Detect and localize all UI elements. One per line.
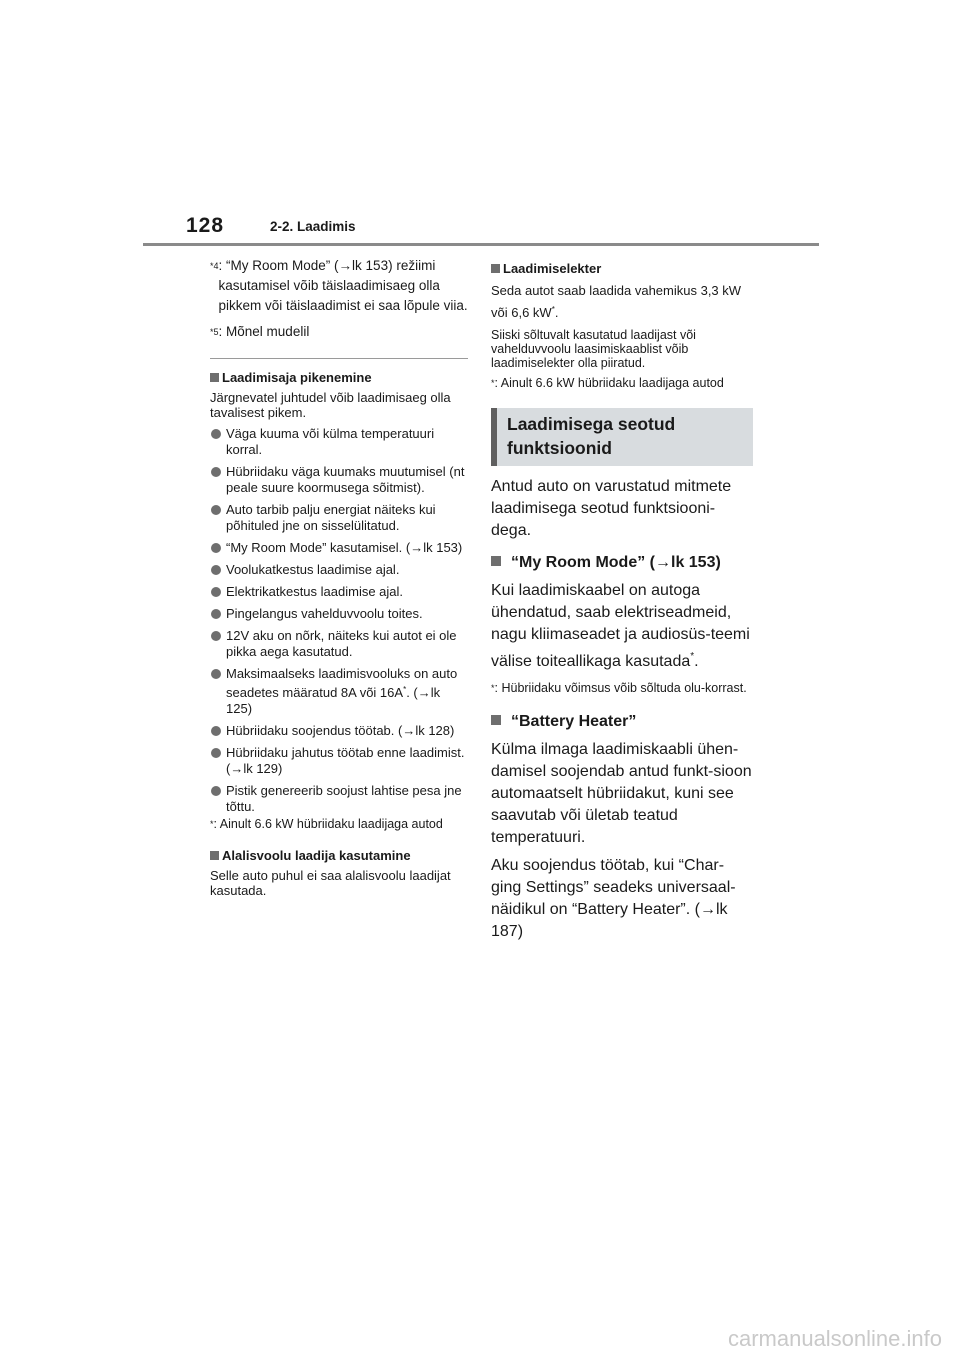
page-number: 128 xyxy=(186,214,225,237)
section-title: 2-2. Laadimis xyxy=(270,219,356,234)
list-item: Elektrikatkestus laadimise ajal. xyxy=(210,584,468,600)
circle-bullet-icon xyxy=(210,783,226,799)
list-item: 12V aku on nõrk, näiteks kui autot ei ole pikka aega kasutatud. xyxy=(210,628,468,660)
header-rule xyxy=(143,243,819,246)
paragraph: Siiski sõltuvalt kasutatud laadijast või vahelduvvoolu laasimiskaablist võib laadimiselekter olla piiratud. xyxy=(491,328,696,370)
circle-bullet-icon xyxy=(210,584,226,600)
list-item: Voolukatkestus laadimise ajal. xyxy=(210,562,468,578)
square-bullet-icon xyxy=(491,715,501,725)
square-bullet-icon xyxy=(491,556,501,566)
list-item: Hübriidaku jahutus töötab enne laadimist. (→lk 129) xyxy=(210,745,468,777)
circle-bullet-icon xyxy=(210,606,226,622)
circle-bullet-icon xyxy=(210,540,226,556)
circle-bullet-icon xyxy=(210,628,226,644)
divider xyxy=(210,358,468,359)
section-heading-box xyxy=(491,408,753,466)
footnote-star: * : Ainult 6.6 kW hübriidaku laadijaga autod xyxy=(491,376,724,390)
paragraph: Külma ilmaga laadimiskaabli ühen-damisel soojendab antud funkt-sioon automaatselt hübriidakut, kuni see saavutab või ületab teatud temperatuuri. xyxy=(491,741,752,846)
heading-dc-charger: Alalisvoolu laadija kasutamine xyxy=(210,847,468,865)
heading-my-room-mode: “My Room Mode” (→lk 153) xyxy=(491,552,753,574)
list-item: Pingelangus vahelduvvoolu toites. xyxy=(210,606,468,622)
circle-bullet-icon xyxy=(210,666,226,682)
paragraph: Järgnevatel juhtudel võib laadimisaeg olla tavalisest pikem. xyxy=(210,390,451,420)
footnote-4: $^{*4}$ : “My Room Mode” (→lk 153) režiimi kasutamisel võib täislaadimisaeg olla pikkem või täislaadimist ei saa lõpule viia. xyxy=(210,258,468,313)
list-item: Väga kuuma või külma temperatuuri korral. xyxy=(210,426,468,458)
paragraph: Kui laadimiskaabel on autoga ühendatud, saab elektriseadmeid, nagu kliimaseadet ja audiosüs-teemi välise toiteallikaga kasutada*. xyxy=(491,582,750,670)
list-item: Pistik genereerib soojust lahtise pesa jne tõttu. xyxy=(210,783,468,815)
square-bullet-icon xyxy=(210,373,219,382)
section-heading-line: funktsioonid xyxy=(507,438,612,458)
heading-battery-heater: “Battery Heater” xyxy=(491,711,753,733)
circle-bullet-icon xyxy=(210,464,226,480)
paragraph: Seda autot saab laadida vahemikus 3,3 kW või 6,6 kW*. xyxy=(491,283,742,320)
heading-charging-time: Laadimisaja pikenemine xyxy=(210,369,468,387)
footnote-star: * : Hübriidaku võimsus võib sõltuda olu-korrast. xyxy=(491,681,747,695)
footnote-star: * : Ainult 6.6 kW hübriidaku laadijaga autod xyxy=(210,817,443,831)
paragraph: Antud auto on varustatud mitmete laadimisega seotud funktsiooni-dega. xyxy=(491,478,732,539)
paragraph: Selle auto puhul ei saa alalisvoolu laadijat kasutada. xyxy=(210,868,451,898)
square-bullet-icon xyxy=(491,264,500,273)
heading-charge-selector: Laadimiselekter xyxy=(491,260,753,278)
square-bullet-icon xyxy=(210,851,219,860)
section-heading-line: Laadimisega seotud xyxy=(507,414,676,434)
circle-bullet-icon xyxy=(210,723,226,739)
list-item: Maksimaalseks laadimisvooluks on auto seadetes määratud 8A või 16A*. (→lk 125) xyxy=(210,666,468,717)
footnote-5: $^{*5}$ : Mõnel mudelil xyxy=(210,324,310,339)
list-item: Hübriidaku väga kuumaks muutumisel (nt peale suure koormusega sõitmist). xyxy=(210,464,468,496)
watermark: carmanualsonline.info xyxy=(727,1326,942,1351)
list-item: Hübriidaku soojendus töötab. (→lk 128) xyxy=(210,723,468,739)
circle-bullet-icon xyxy=(210,562,226,578)
right-column xyxy=(491,256,753,943)
left-column xyxy=(210,256,468,898)
circle-bullet-icon xyxy=(210,502,226,518)
circle-bullet-icon xyxy=(210,745,226,761)
paragraph: Aku soojendus töötab, kui “Char-ging Settings” seadeks universaal-näidikul on “Battery Heater”. (→lk 187) xyxy=(491,857,736,940)
list-item: “My Room Mode” kasutamisel. (→lk 153) xyxy=(210,540,468,556)
list-item: Auto tarbib palju energiat näiteks kui põhituled jne on sisselülitatud. xyxy=(210,502,468,534)
circle-bullet-icon xyxy=(210,426,226,442)
